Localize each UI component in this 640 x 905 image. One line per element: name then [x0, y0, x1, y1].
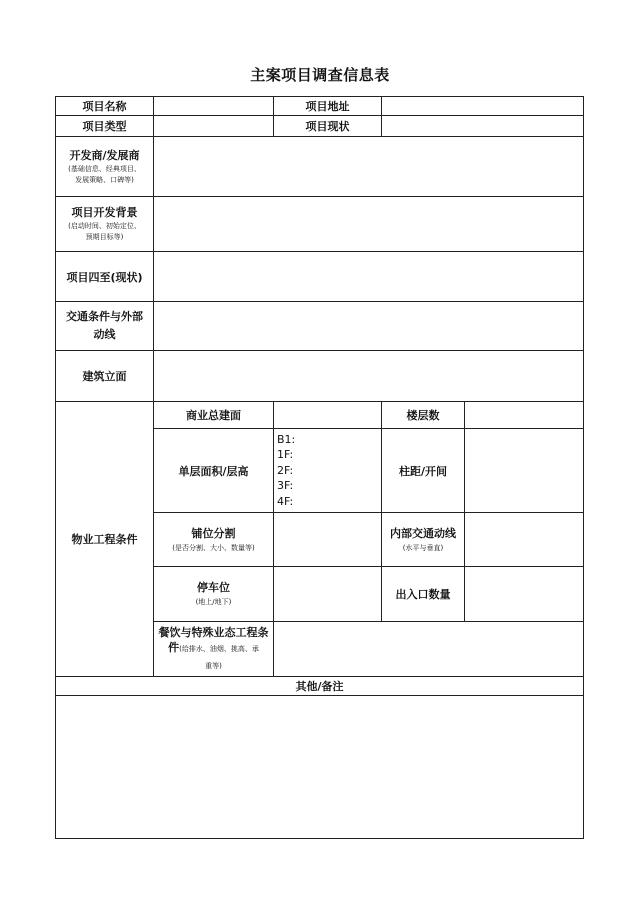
- project-type-field[interactable]: [154, 116, 274, 137]
- row-facade: [56, 351, 584, 402]
- total-area-label: 商业总建面: [154, 402, 274, 429]
- column-spacing-field[interactable]: [465, 429, 584, 513]
- floor-3f: 3F:: [277, 479, 294, 493]
- entrances-label: 出入口数量: [382, 567, 465, 622]
- project-status-label: 项目现状: [274, 116, 382, 137]
- row-notes-header: [56, 677, 584, 696]
- floor-area-label: 单层面积/层高: [154, 429, 274, 513]
- row-notes-body: [56, 696, 584, 839]
- traffic-label-cell: [56, 302, 154, 351]
- internal-traffic-label: 内部交通动线: [390, 526, 456, 540]
- floor-1f: 1F:: [277, 448, 294, 462]
- developer-label: 开发商/发展商: [69, 148, 140, 162]
- developer-field[interactable]: [154, 137, 584, 197]
- facade-field[interactable]: [154, 351, 584, 402]
- notes-label: 其他/备注: [56, 677, 584, 696]
- traffic-label-line1: 交通条件与外部: [66, 310, 143, 323]
- row-traffic: [56, 302, 584, 351]
- shop-division-note: (是否分割、大小、数量等): [172, 543, 255, 552]
- boundaries-field[interactable]: [154, 252, 584, 302]
- background-note-1: (启动时间、初始定位、: [68, 222, 141, 230]
- catering-field[interactable]: [274, 622, 584, 677]
- column-spacing-label: 柱距/开间: [382, 429, 465, 513]
- background-field[interactable]: [154, 197, 584, 252]
- row-developer: [56, 137, 584, 197]
- parking-label: 停车位: [197, 581, 230, 594]
- developer-label-cell: [56, 137, 154, 197]
- entrances-field[interactable]: [465, 567, 584, 622]
- parking-field[interactable]: [274, 567, 382, 622]
- project-name-label: 项目名称: [56, 97, 154, 116]
- shop-division-label-cell: [154, 513, 274, 567]
- parking-label-cell: [154, 567, 274, 622]
- catering-note-2: 重等): [205, 661, 222, 670]
- internal-traffic-label-cell: [382, 513, 465, 567]
- page-title: 主案项目调查信息表: [250, 66, 390, 84]
- facade-label: 建筑立面: [56, 351, 154, 402]
- traffic-label-line2: 动线: [93, 328, 116, 341]
- catering-label-line1: 餐饮与特殊业态工程条: [158, 625, 269, 639]
- survey-form-table: [55, 96, 584, 839]
- property-group-label: 物业工程条件: [56, 402, 154, 677]
- row-name-address: [56, 97, 584, 116]
- floor-b1: B1:: [277, 432, 296, 446]
- background-note-2: 预期目标等): [85, 233, 124, 241]
- boundaries-label: 项目四至(现状): [56, 252, 154, 302]
- project-address-label: 项目地址: [274, 97, 382, 116]
- parking-note: (地上/地下): [195, 598, 232, 606]
- background-label: 项目开发背景: [71, 206, 138, 219]
- row-background: [56, 197, 584, 252]
- background-label-cell: [56, 197, 154, 252]
- floor-2f: 2F:: [277, 463, 294, 477]
- internal-traffic-field[interactable]: [465, 513, 584, 567]
- row-type-status: [56, 116, 584, 137]
- catering-note-1: (给排水、油烟、挑高、承: [179, 644, 259, 653]
- shop-division-label: 铺位分割: [191, 526, 236, 540]
- catering-label-cell: [154, 622, 274, 677]
- floor-list-field[interactable]: [274, 429, 382, 513]
- floor-count-label: 楼层数: [382, 402, 465, 429]
- project-name-field[interactable]: [154, 97, 274, 116]
- project-address-field[interactable]: [382, 97, 584, 116]
- traffic-field[interactable]: [154, 302, 584, 351]
- floor-4f: 4F:: [277, 494, 294, 508]
- project-type-label: 项目类型: [56, 116, 154, 137]
- row-total-area: [56, 402, 584, 429]
- row-boundaries: [56, 252, 584, 302]
- project-status-field[interactable]: [382, 116, 584, 137]
- total-area-field[interactable]: [274, 402, 382, 429]
- shop-division-field[interactable]: [274, 513, 382, 567]
- catering-label-line2: 件: [168, 640, 180, 654]
- internal-traffic-note: (水平与垂直): [402, 543, 444, 552]
- developer-note-2: 发展策略、口碑等): [75, 175, 134, 184]
- floor-count-field[interactable]: [465, 402, 584, 429]
- developer-note-1: (基础信息、经典项目、: [68, 164, 141, 173]
- notes-field[interactable]: [56, 696, 584, 839]
